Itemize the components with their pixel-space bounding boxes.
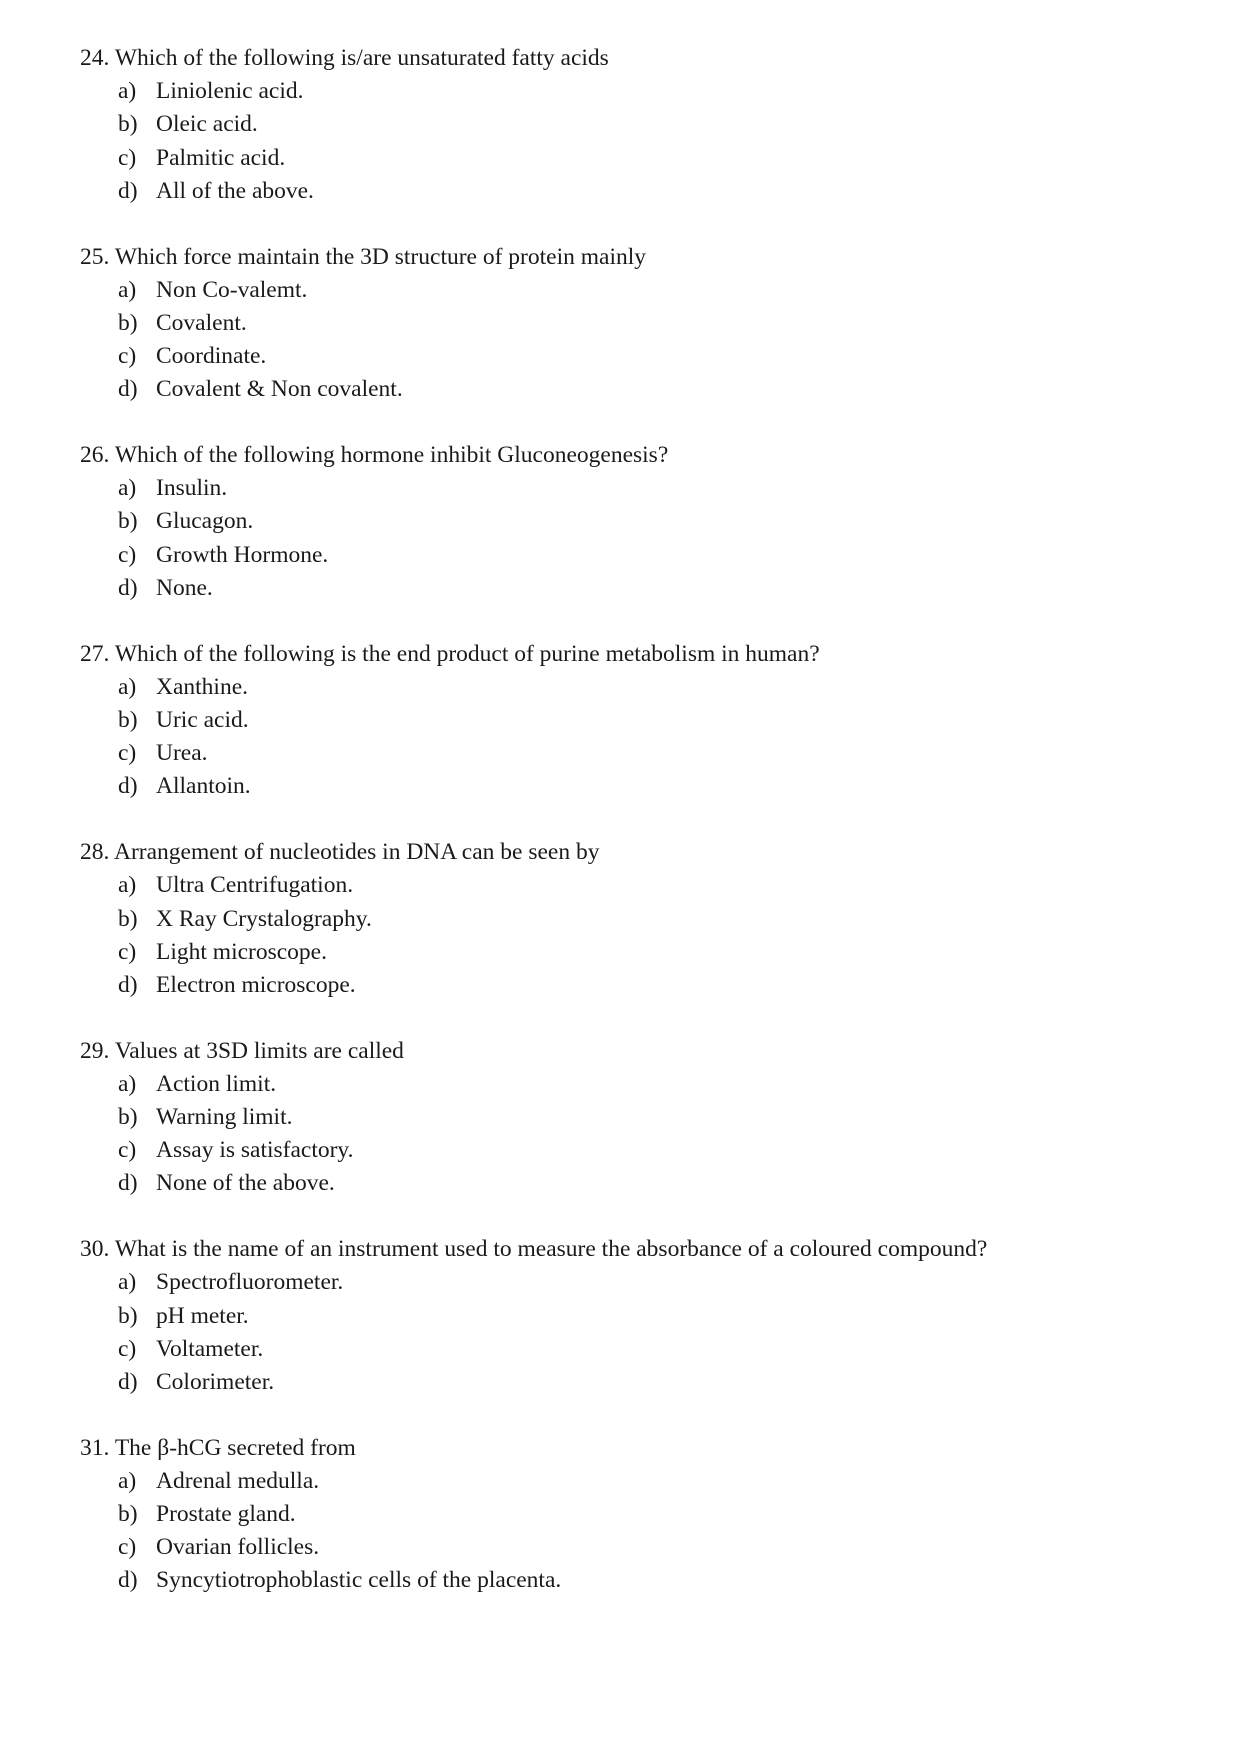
- option-c: [80, 539, 1200, 572]
- question-stem: [80, 1233, 1200, 1266]
- option-text: Adrenal medulla.: [156, 1467, 320, 1494]
- question-number: 29.: [80, 1037, 110, 1064]
- options-list: [80, 671, 1200, 804]
- option-letter: a): [118, 1070, 137, 1097]
- option-letter: a): [118, 673, 137, 700]
- question-text: Arrangement of nucleotides in DNA can be seen by: [113, 839, 600, 866]
- option-text: None.: [156, 574, 213, 601]
- option-text: Non Co-valemt.: [156, 276, 308, 303]
- option-text: Uric acid.: [156, 706, 249, 733]
- option-b: [80, 1300, 1200, 1333]
- option-b: [80, 307, 1200, 340]
- options-list: [80, 1266, 1200, 1399]
- option-c: [80, 340, 1200, 373]
- option-letter: d): [118, 1368, 138, 1395]
- option-text: X Ray Crystalography.: [156, 905, 372, 932]
- option-letter: b): [118, 1501, 138, 1528]
- option-a: [80, 75, 1200, 108]
- question-number: 31.: [80, 1434, 110, 1461]
- option-letter: a): [118, 872, 137, 899]
- question-stem: [80, 241, 1200, 274]
- question-stem: [80, 638, 1200, 671]
- option-a: [80, 869, 1200, 902]
- question-list: [80, 42, 1200, 1630]
- option-letter: a): [118, 78, 137, 105]
- option-letter: b): [118, 111, 138, 138]
- option-d: [80, 1366, 1200, 1399]
- question-29: [80, 1035, 1200, 1201]
- option-letter: d): [118, 574, 138, 601]
- option-c: [80, 1531, 1200, 1564]
- option-text: Colorimeter.: [156, 1368, 275, 1395]
- question-25: [80, 241, 1200, 407]
- options-list: [80, 274, 1200, 407]
- options-list: [80, 472, 1200, 605]
- option-c: [80, 1333, 1200, 1366]
- question-stem: [80, 439, 1200, 472]
- option-d: [80, 770, 1200, 803]
- option-d: [80, 572, 1200, 605]
- option-text: Light microscope.: [156, 938, 327, 965]
- option-text: Liniolenic acid.: [156, 78, 304, 105]
- option-text: Insulin.: [156, 475, 228, 502]
- option-letter: a): [118, 1269, 137, 1296]
- question-text: Which of the following hormone inhibit Gluconeogenesis?: [114, 442, 669, 469]
- option-text: Growth Hormone.: [156, 541, 329, 568]
- option-text: Oleic acid.: [156, 111, 258, 138]
- option-b: [80, 1498, 1200, 1531]
- option-letter: a): [118, 1467, 137, 1494]
- option-letter: b): [118, 1104, 138, 1131]
- option-c: [80, 142, 1200, 175]
- option-letter: b): [118, 1302, 138, 1329]
- option-text: Urea.: [156, 740, 208, 767]
- option-a: [80, 472, 1200, 505]
- option-letter: d): [118, 1567, 138, 1594]
- option-letter: d): [118, 177, 138, 204]
- options-list: [80, 1068, 1200, 1201]
- option-b: [80, 903, 1200, 936]
- option-letter: a): [118, 475, 137, 502]
- option-text: pH meter.: [156, 1302, 249, 1329]
- option-b: [80, 505, 1200, 538]
- question-24: [80, 42, 1200, 208]
- option-letter: d): [118, 1170, 138, 1197]
- option-letter: c): [118, 541, 137, 568]
- question-text: The β-hCG secreted from: [114, 1434, 356, 1461]
- option-text: Assay is satisfactory.: [156, 1137, 354, 1164]
- option-d: [80, 373, 1200, 406]
- option-text: Xanthine.: [156, 673, 249, 700]
- question-text: What is the name of an instrument used to measure the absorbance of a coloured compound?: [114, 1236, 988, 1263]
- question-number: 27.: [80, 640, 110, 667]
- option-letter: c): [118, 740, 137, 767]
- question-text: Which of the following is the end product of purine metabolism in human?: [114, 640, 820, 667]
- option-text: Ovarian follicles.: [156, 1534, 320, 1561]
- option-text: None of the above.: [156, 1170, 335, 1197]
- option-letter: c): [118, 343, 137, 370]
- option-text: Glucagon.: [156, 508, 254, 535]
- option-text: Palmitic acid.: [156, 144, 286, 171]
- option-d: [80, 1167, 1200, 1200]
- option-a: [80, 1465, 1200, 1498]
- option-text: Coordinate.: [156, 343, 267, 370]
- option-c: [80, 936, 1200, 969]
- question-26: [80, 439, 1200, 605]
- question-number: 24.: [80, 45, 110, 71]
- option-text: Spectrofluorometer.: [156, 1269, 344, 1296]
- option-c: [80, 737, 1200, 770]
- options-list: [80, 869, 1200, 1002]
- option-b: [80, 1101, 1200, 1134]
- option-letter: d): [118, 971, 138, 998]
- option-letter: c): [118, 1335, 137, 1362]
- option-a: [80, 671, 1200, 704]
- options-list: [80, 1465, 1200, 1598]
- question-number: 26.: [80, 442, 110, 469]
- option-text: Warning limit.: [156, 1104, 293, 1131]
- option-d: [80, 175, 1200, 208]
- option-letter: b): [118, 706, 138, 733]
- question-stem: [80, 1432, 1200, 1465]
- option-text: Covalent & Non covalent.: [156, 376, 403, 403]
- option-letter: a): [118, 276, 137, 303]
- option-letter: d): [118, 376, 138, 403]
- option-d: [80, 1564, 1200, 1597]
- option-b: [80, 704, 1200, 737]
- question-31: [80, 1432, 1200, 1598]
- option-text: Syncytiotrophoblastic cells of the placenta.: [156, 1567, 562, 1594]
- question-number: 30.: [80, 1236, 110, 1263]
- option-letter: c): [118, 938, 137, 965]
- question-text: Which force maintain the 3D structure of protein mainly: [114, 243, 647, 270]
- option-a: [80, 1068, 1200, 1101]
- option-text: Covalent.: [156, 309, 247, 336]
- question-number: 25.: [80, 243, 110, 270]
- option-a: [80, 274, 1200, 307]
- option-letter: b): [118, 508, 138, 535]
- option-a: [80, 1266, 1200, 1299]
- option-letter: b): [118, 309, 138, 336]
- option-text: Voltameter.: [156, 1335, 264, 1362]
- question-28: [80, 836, 1200, 1002]
- option-b: [80, 108, 1200, 141]
- option-c: [80, 1134, 1200, 1167]
- question-stem: [80, 42, 1200, 75]
- question-text: Which of the following is/are unsaturated fatty acids: [114, 45, 609, 71]
- question-number: 28.: [80, 839, 110, 866]
- option-letter: c): [118, 144, 137, 171]
- question-text: Values at 3SD limits are called: [114, 1037, 404, 1064]
- option-text: All of the above.: [156, 177, 314, 204]
- option-letter: c): [118, 1137, 137, 1164]
- option-letter: c): [118, 1534, 137, 1561]
- question-30: [80, 1233, 1200, 1399]
- question-27: [80, 638, 1200, 804]
- option-letter: b): [118, 905, 138, 932]
- option-text: Prostate gland.: [156, 1501, 296, 1528]
- option-text: Electron microscope.: [156, 971, 356, 998]
- options-list: [80, 75, 1200, 208]
- option-text: Action limit.: [156, 1070, 277, 1097]
- question-stem: [80, 1035, 1200, 1068]
- option-text: Allantoin.: [156, 773, 251, 800]
- option-letter: d): [118, 773, 138, 800]
- option-text: Ultra Centrifugation.: [156, 872, 354, 899]
- option-d: [80, 969, 1200, 1002]
- question-stem: [80, 836, 1200, 869]
